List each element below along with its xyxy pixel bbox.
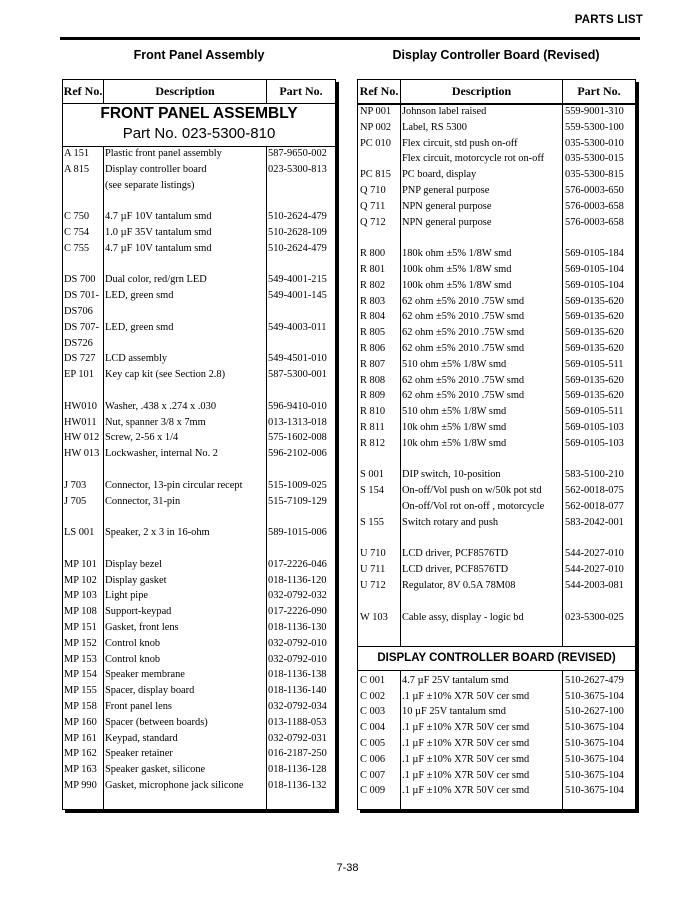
ref-number: PC 010	[360, 137, 391, 149]
part-number: 510-2627-100	[565, 706, 624, 718]
table-row	[358, 373, 635, 389]
part-number: 035-5300-010	[565, 137, 624, 149]
part-number: 569-0105-104	[565, 279, 624, 291]
ref-number: R 807	[360, 358, 386, 370]
header-part-number: Part No.	[577, 84, 621, 98]
part-number: 515-1009-025	[268, 479, 327, 491]
part-number: 510-2627-479	[565, 674, 624, 686]
part-number: 549-4001-145	[268, 290, 327, 302]
part-number: 013-1188-053	[268, 716, 327, 728]
description: Flex circuit, motorcycle rot on-off	[402, 153, 545, 165]
ref-number: DS706	[64, 306, 93, 317]
ref-number: A 815	[64, 163, 90, 175]
part-number: 576-0003-658	[565, 216, 624, 228]
description: Switch rotary and push	[402, 516, 499, 528]
part-number: 569-0105-103	[565, 437, 624, 449]
table-row	[63, 415, 335, 431]
table-row	[63, 762, 335, 778]
ref-number: C 755	[64, 242, 90, 254]
part-number: 035-5300-815	[565, 169, 624, 181]
ref-number: LS 001	[64, 527, 95, 539]
description: 62 ohm ±5% 2010 .75W smd	[402, 343, 525, 354]
description: LED, green smd	[105, 321, 174, 333]
ref-number: R 810	[360, 406, 386, 418]
header-ref: Ref No.	[63, 84, 103, 98]
table-row	[63, 336, 335, 352]
description: 62 ohm ±5% 2010 .75W smd	[402, 374, 525, 386]
ref-number: R 809	[360, 390, 386, 402]
description: On-off/Vol push on w/50k pot std	[402, 485, 542, 497]
part-number: 569-0135-620	[565, 374, 624, 386]
description: 100k ohm ±5% 1/8W smd	[402, 264, 512, 275]
table-row	[63, 446, 335, 462]
table-row	[63, 209, 335, 225]
part-number: 549-4001-215	[268, 274, 327, 286]
table-row	[358, 167, 635, 183]
ref-number: Q 711	[360, 200, 386, 212]
description: LCD driver, PCF8576TD	[402, 548, 509, 560]
ref-number: MP 161	[64, 732, 97, 744]
table-row	[358, 515, 635, 531]
part-number: 510-3675-104	[565, 690, 624, 702]
description: LCD assembly	[105, 353, 168, 365]
table-row	[358, 578, 635, 594]
table-row	[63, 699, 335, 715]
table-row	[63, 557, 335, 573]
description: Speaker membrane	[105, 669, 185, 681]
table-row	[358, 341, 635, 357]
part-number: 569-0105-511	[565, 358, 624, 370]
table-row	[63, 588, 335, 604]
description: Gasket, front lens	[105, 622, 179, 633]
description: 62 ohm ±5% 2010 .75W smd	[402, 327, 525, 339]
part-number: 587-5300-001	[268, 369, 327, 381]
ref-number: C 002	[360, 690, 386, 702]
part-number: 510-2624-479	[268, 211, 327, 223]
description: 510 ohm ±5% 1/8W smd	[402, 406, 507, 418]
description: 10 µF 25V tantalum smd	[402, 706, 506, 718]
description: Speaker gasket, silicone	[105, 764, 206, 776]
description: .1 µF ±10% X7R 50V cer smd	[402, 722, 530, 734]
description: 62 ohm ±5% 2010 .75W smd	[402, 295, 525, 307]
header-description: Description	[451, 84, 512, 98]
table-row	[63, 288, 335, 304]
ref-number: MP 162	[64, 748, 97, 760]
part-number: 032-0792-010	[268, 653, 327, 665]
part-number: 569-0105-184	[565, 248, 624, 260]
part-number: 559-5300-100	[565, 121, 624, 133]
ref-number: R 803	[360, 295, 386, 307]
description: 62 ohm ±5% 2010 .75W smd	[402, 390, 525, 402]
part-number: 576-0003-650	[565, 185, 624, 196]
part-number: 016-2187-250	[268, 748, 327, 760]
part-number: 023-5300-813	[268, 163, 327, 175]
table-row	[358, 151, 635, 167]
part-number: 569-0135-620	[565, 311, 624, 323]
description: LED, green smd	[105, 290, 174, 302]
ref-number: MP 101	[64, 558, 97, 570]
table-row	[63, 399, 335, 415]
ref-number: HW 012	[64, 432, 100, 444]
table-row	[63, 478, 335, 494]
part-number: 569-0135-620	[565, 295, 624, 307]
ref-number: HW 013	[64, 448, 100, 460]
table-row	[358, 309, 635, 325]
ref-number: DS 707-	[64, 321, 99, 333]
table-row	[358, 546, 635, 562]
table-row	[358, 610, 635, 626]
description: Label, RS 5300	[402, 121, 467, 133]
ref-number: EP 101	[64, 369, 94, 381]
description: Speaker, 2 x 3 in 16-ohm	[105, 527, 210, 539]
ref-number: R 808	[360, 374, 386, 386]
table-row	[358, 673, 635, 689]
part-number: 562-0018-077	[565, 501, 624, 512]
description: Front panel lens	[105, 701, 172, 712]
assembly-part-number: Part No. 023-5300-810	[63, 124, 335, 147]
description: Display controller board	[105, 163, 207, 175]
part-number: 032-0792-034	[268, 701, 327, 712]
part-number: 596-2102-006	[268, 448, 327, 460]
description: Washer, .438 x .274 x .030	[105, 400, 217, 412]
header-rule	[60, 37, 640, 40]
description: Flex circuit, std push on-off	[402, 137, 518, 149]
ref-number: MP 158	[64, 701, 97, 712]
ref-number: MP 153	[64, 653, 97, 665]
table-row	[63, 430, 335, 446]
display-controller-parts-table	[357, 79, 636, 810]
table-row	[358, 752, 635, 768]
description: Key cap kit (see Section 2.8)	[105, 369, 226, 381]
description: 4.7 µF 25V tantalum smd	[402, 674, 509, 686]
table-row	[358, 215, 635, 231]
table-row	[358, 499, 635, 515]
table-row	[63, 272, 335, 288]
ref-number: MP 163	[64, 764, 97, 776]
description: .1 µF ±10% X7R 50V cer smd	[402, 738, 530, 749]
part-number: 510-3675-104	[565, 738, 624, 749]
ref-number: NP 002	[360, 121, 392, 133]
ref-number: MP 154	[64, 669, 97, 681]
ref-number: R 804	[360, 311, 386, 323]
ref-number: C 750	[64, 211, 90, 223]
description: Spacer, display board	[105, 685, 195, 697]
table-row	[63, 731, 335, 747]
ref-number: PC 815	[360, 169, 391, 181]
ref-number: R 802	[360, 279, 386, 291]
table-row	[358, 720, 635, 736]
right-section-title: Display Controller Board (Revised)	[392, 48, 600, 62]
description: .1 µF ±10% X7R 50V cer smd	[402, 690, 530, 702]
part-number: 583-5100-210	[565, 469, 624, 481]
ref-number: C 001	[360, 674, 386, 686]
table-row	[63, 683, 335, 699]
table-row	[358, 136, 635, 152]
ref-number: S 154	[360, 485, 384, 497]
part-number: 018-1136-140	[268, 685, 327, 697]
table-row	[358, 357, 635, 373]
ref-number: C 009	[360, 785, 386, 797]
part-number: 587-9650-002	[268, 148, 327, 159]
ref-number: R 812	[360, 437, 386, 449]
description: 1.0 µF 35V tantalum smd	[105, 227, 212, 238]
description: Spacer (between boards)	[105, 716, 208, 728]
ref-number: MP 990	[64, 780, 97, 791]
ref-number: R 805	[360, 327, 386, 339]
ref-number: C 754	[64, 227, 90, 238]
ref-number: A 151	[64, 148, 90, 159]
description: NPN general purpose	[402, 200, 492, 212]
table-row	[358, 199, 635, 215]
ref-number: DS 701-	[64, 290, 99, 302]
page-header-label: PARTS LIST	[574, 14, 643, 26]
description: (see separate listings)	[105, 179, 195, 191]
ref-number: C 005	[360, 738, 386, 749]
table-row	[358, 436, 635, 452]
part-number: 510-3675-104	[565, 785, 624, 797]
part-number: 013-1313-018	[268, 416, 327, 428]
description: 10k ohm ±5% 1/8W smd	[402, 422, 507, 433]
part-number: 510-2624-479	[268, 242, 327, 254]
part-number: 562-0018-075	[565, 485, 624, 497]
table-row	[63, 620, 335, 636]
part-number: 018-1136-120	[268, 574, 327, 586]
part-number: 510-3675-104	[565, 753, 624, 765]
ref-number: DS 700	[64, 274, 96, 286]
part-number: 569-0135-620	[565, 390, 624, 402]
ref-number: U 712	[360, 580, 386, 591]
ref-number: NP 001	[360, 106, 392, 117]
description: Regulator, 8V 0.5A 78M08	[402, 580, 516, 591]
table-row	[63, 351, 335, 367]
description: Connector, 13-pin circular recept	[105, 479, 243, 491]
ref-number: U 710	[360, 548, 386, 560]
header-part-number: Part No.	[279, 84, 323, 98]
table-row	[63, 146, 335, 162]
ref-number: C 004	[360, 722, 386, 734]
revised-board-heading: DISPLAY CONTROLLER BOARD (REVISED)	[358, 646, 635, 671]
description: 4.7 µF 10V tantalum smd	[105, 211, 212, 223]
description: .1 µF ±10% X7R 50V cer smd	[402, 753, 530, 765]
part-number: 023-5300-025	[565, 611, 624, 623]
description: 100k ohm ±5% 1/8W smd	[402, 279, 512, 291]
part-number: 569-0105-103	[565, 422, 624, 433]
table-row	[63, 304, 335, 320]
ref-number: MP 151	[64, 622, 97, 633]
ref-number: MP 103	[64, 590, 97, 602]
ref-number: C 007	[360, 769, 386, 781]
description: .1 µF ±10% X7R 50V cer smd	[402, 769, 530, 781]
table-row	[358, 262, 635, 278]
description: 180k ohm ±5% 1/8W smd	[402, 248, 512, 260]
description: Display bezel	[105, 558, 162, 570]
description: Lockwasher, internal No. 2	[105, 448, 218, 460]
part-number: 569-0135-620	[565, 327, 624, 339]
table-row	[63, 320, 335, 336]
description: PNP general purpose	[402, 185, 490, 196]
part-number: 032-0792-032	[268, 590, 327, 602]
assembly-heading: FRONT PANEL ASSEMBLY	[63, 104, 335, 124]
table-row	[63, 494, 335, 510]
ref-number: MP 108	[64, 606, 97, 618]
table-row	[358, 404, 635, 420]
description: Speaker retainer	[105, 748, 173, 760]
description: Control knob	[105, 637, 161, 649]
part-number: 544-2003-081	[565, 580, 624, 591]
part-number: 017-2226-090	[268, 606, 327, 618]
table-row	[63, 162, 335, 178]
table-row	[63, 667, 335, 683]
part-number: 032-0792-010	[268, 637, 327, 649]
ref-number: C 003	[360, 706, 386, 718]
description: Keypad, standard	[105, 732, 178, 744]
ref-number: DS 727	[64, 353, 96, 365]
ref-number: R 800	[360, 248, 386, 260]
description: LCD driver, PCF8576TD	[402, 564, 509, 576]
page-number: 7-38	[336, 862, 359, 874]
description: Screw, 2-56 x 1/4	[105, 432, 179, 444]
table-row	[358, 294, 635, 310]
description: Gasket, microphone jack silicone	[105, 780, 244, 791]
description: Cable assy, display - logic bd	[402, 611, 524, 623]
part-number: 549-4003-011	[268, 321, 327, 333]
left-section-title: Front Panel Assembly	[133, 48, 265, 62]
table-row	[358, 420, 635, 436]
table-row	[358, 783, 635, 799]
part-number: 569-0105-104	[565, 264, 624, 275]
ref-number: HW011	[64, 416, 97, 428]
part-number: 589-1015-006	[268, 527, 327, 539]
ref-number: R 806	[360, 343, 386, 354]
description: Light pipe	[105, 590, 148, 602]
part-number: 575-1602-008	[268, 432, 327, 444]
part-number: 576-0003-658	[565, 200, 624, 212]
table-row	[358, 246, 635, 262]
description: 510 ohm ±5% 1/8W smd	[402, 358, 507, 370]
table-row	[358, 562, 635, 578]
part-number: 018-1136-130	[268, 622, 327, 633]
description: Nut, spanner 3/8 x 7mm	[105, 416, 206, 428]
part-number: 569-0135-620	[565, 343, 624, 354]
description: 62 ohm ±5% 2010 .75W smd	[402, 311, 525, 323]
part-number: 583-2042-001	[565, 516, 624, 528]
ref-number: Q 712	[360, 216, 386, 228]
table-header-row	[358, 80, 635, 105]
ref-number: S 001	[360, 469, 384, 481]
table-row	[358, 467, 635, 483]
part-number: 515-7109-129	[268, 495, 327, 507]
ref-number: HW010	[64, 400, 97, 412]
ref-number: S 155	[360, 516, 384, 528]
table-row	[358, 325, 635, 341]
table-row	[358, 736, 635, 752]
table-row	[358, 689, 635, 705]
part-number: 032-0792-031	[268, 732, 327, 744]
ref-number: C 006	[360, 753, 386, 765]
table-row	[63, 367, 335, 383]
part-number: 018-1136-132	[268, 780, 327, 791]
table-row	[358, 768, 635, 784]
description: Plastic front panel assembly	[105, 148, 222, 159]
header-ref: Ref No.	[359, 84, 399, 98]
part-number: 544-2027-010	[565, 548, 624, 560]
description: Connector, 31-pin	[105, 495, 181, 507]
table-row	[63, 652, 335, 668]
table-row	[63, 225, 335, 241]
table-row	[63, 636, 335, 652]
part-number: 596-9410-010	[268, 400, 327, 412]
table-header-row	[63, 80, 335, 105]
ref-number: J 703	[64, 479, 87, 491]
table-row	[63, 525, 335, 541]
ref-number: R 811	[360, 422, 385, 433]
part-number: 544-2027-010	[565, 564, 624, 576]
part-number: 017-2226-046	[268, 558, 327, 570]
ref-number: R 801	[360, 264, 386, 275]
description: Dual color, red/grn LED	[105, 274, 207, 286]
ref-number: DS726	[64, 337, 93, 349]
ref-number: MP 155	[64, 685, 97, 697]
description: PC board, display	[402, 169, 477, 181]
description: 4.7 µF 10V tantalum smd	[105, 242, 212, 254]
description: NPN general purpose	[402, 216, 492, 228]
ref-number: W 103	[360, 611, 388, 623]
part-number: 559-9001-310	[565, 106, 624, 117]
table-row	[358, 120, 635, 136]
ref-number: Q 710	[360, 185, 386, 196]
part-number: 510-3675-104	[565, 722, 624, 734]
table-row	[63, 178, 335, 194]
table-row	[358, 704, 635, 720]
table-row	[63, 715, 335, 731]
table-row	[63, 241, 335, 257]
description: 10k ohm ±5% 1/8W smd	[402, 437, 507, 449]
description: Johnson label raised	[402, 106, 487, 117]
table-row	[63, 778, 335, 794]
ref-number: J 705	[64, 495, 87, 507]
part-number: 549-4501-010	[268, 353, 327, 365]
description: .1 µF ±10% X7R 50V cer smd	[402, 785, 530, 797]
part-number: 018-1136-128	[268, 764, 327, 776]
description: Display gasket	[105, 574, 167, 586]
part-number: 035-5300-015	[565, 153, 624, 165]
description: Support-keypad	[105, 606, 172, 618]
description: DIP switch, 10-position	[402, 469, 501, 481]
ref-number: MP 102	[64, 574, 97, 586]
table-row	[358, 183, 635, 199]
description: On-off/Vol rot on-off , motorcycle	[402, 501, 545, 512]
table-row	[63, 604, 335, 620]
part-number: 510-2628-109	[268, 227, 327, 238]
part-number: 510-3675-104	[565, 769, 624, 781]
table-row	[63, 746, 335, 762]
table-row	[358, 104, 635, 120]
part-number: 569-0105-511	[565, 406, 624, 418]
table-row	[358, 388, 635, 404]
ref-number: MP 152	[64, 637, 97, 649]
ref-number: MP 160	[64, 716, 97, 728]
ref-number: U 711	[360, 564, 386, 576]
description: Control knob	[105, 653, 161, 665]
table-row	[358, 483, 635, 499]
table-row	[63, 573, 335, 589]
part-number: 018-1136-138	[268, 669, 327, 681]
front-panel-parts-table	[62, 79, 336, 810]
table-row	[358, 278, 635, 294]
header-description: Description	[155, 84, 215, 98]
